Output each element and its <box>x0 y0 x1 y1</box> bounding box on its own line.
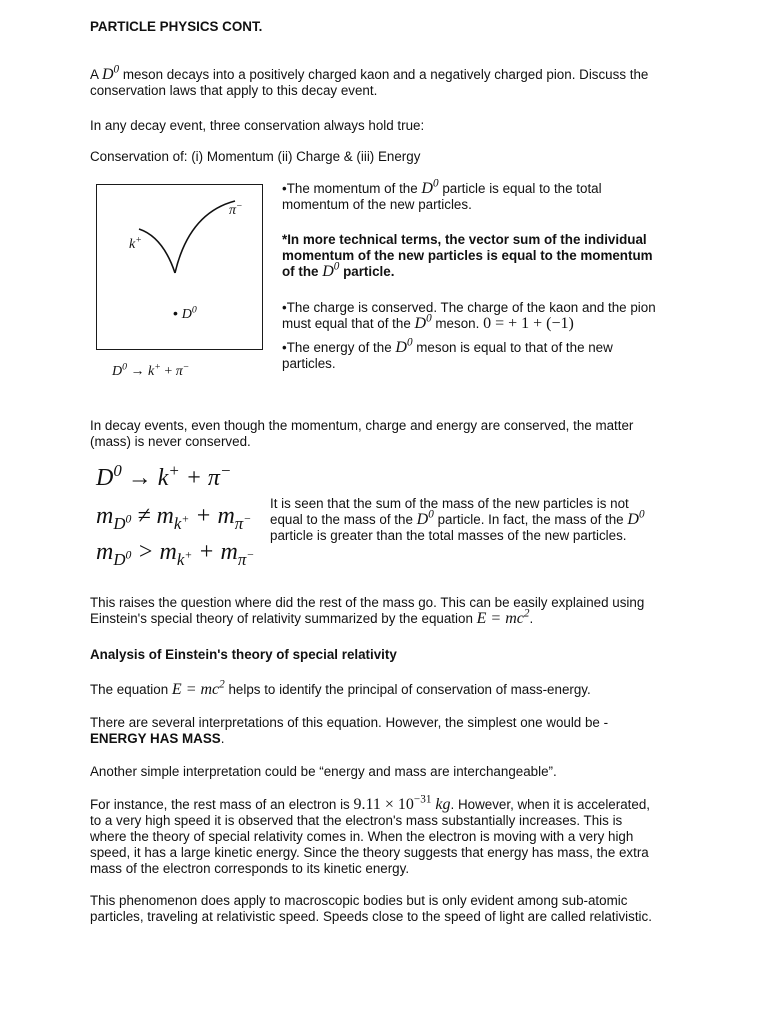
phenomenon-paragraph: This phenomenon does apply to macroscopic bodies but is only evident among sub-atomic particles, traveling at relativistic speed. Speeds close to the speed of light are called relativistic. <box>90 893 652 924</box>
interpretations: There are several interpretations of this equation. However, the simplest one would be - ENERGY HAS MASS. <box>90 715 609 746</box>
mass-not-conserved: In decay events, even though the momentum, charge and energy are conserved, the matter (mass) is never conserved. <box>90 418 634 449</box>
d0-particle-label: • $D^0$ <box>173 304 197 322</box>
diagram-caption: $D^0 \to k^+ + \pi^-$ <box>112 361 190 379</box>
mass-greater: $m_{D^0} > m_{k^+} + m_{\pi^-}$ <box>96 539 255 569</box>
another-interpretation: Another simple interpretation could be “energy and mass are interchangeable”. <box>90 764 557 779</box>
pion-label: π− <box>229 200 243 218</box>
mass-explanation: It is seen that the sum of the mass of the new particles is not equal to the mass of the $D^0$ particle. In fact, the mass of the $D^0$ particle is greater than the total masses of the new particles. <box>270 496 645 543</box>
intro-paragraph: A $D^0$ meson decays into a positively charged kaon and a negatively charged pion. Discuss the conservation laws that apply to this decay event. <box>90 63 649 98</box>
kaon-label: k+ <box>129 234 142 252</box>
electron-example: For instance, the rest mass of an electron is $9.11 \times 10^{-31}$ kg. However, when it is accelerated, to a very high speed it is observed that the electron's mass substantially increases. This is where the theory of special relativity comes in. When the electron is moving with a very high speed, it has a large kinetic energy. Since the theory suggests that energy has mass, the extra mass of the electron corresponds to its kinetic energy. <box>90 793 650 876</box>
equation-helps: The equation $E = mc^2$ helps to identify the principal of conservation of mass-energy. <box>90 678 591 698</box>
energy-has-mass: ENERGY HAS MASS <box>90 731 221 746</box>
mass-inequality: $m_{D^0} \ne m_{k^+} + m_{\pi^-}$ <box>96 503 252 533</box>
decay-diagram <box>96 184 263 350</box>
decay-equation: $D^0 \to k^+ + \pi^-$ <box>96 461 232 491</box>
raises-question: This raises the question where did the rest of the mass go. This can be easily explained using Einstein's special theory of relativity summarized by the equation $E = mc^2$. <box>90 595 645 627</box>
charge-equation: 0 = + 1 + (−1) <box>483 315 574 332</box>
kaon-track <box>139 229 175 273</box>
technical-note: *In more technical terms, the vector sum of the individual momentum of the new particles is equal to the momentum of the $D^0$ particle. <box>282 232 653 280</box>
analysis-heading: Analysis of Einstein's theory of special relativity <box>90 647 397 662</box>
conservation-of-text: Conservation of: (i) Momentum (ii) Charge & (iii) Energy <box>90 149 421 164</box>
page-title: PARTICLE PHYSICS CONT. <box>90 19 263 34</box>
pion-track <box>175 201 235 273</box>
decay-always-text: In any decay event, three conservation always hold true: <box>90 118 425 133</box>
charge-bullet: •The charge is conserved. The charge of the kaon and the pion must equal that of the $D^0$ meson. 0 = + 1 + (−1) <box>282 300 656 332</box>
energy-bullet: •The energy of the $D^0$ meson is equal to that of the new particles. <box>282 336 613 371</box>
symbol-d0: $D^0$ <box>101 63 120 83</box>
momentum-bullet: •The momentum of the $D^0$ particle is equal to the total momentum of the new particles. <box>282 177 602 212</box>
